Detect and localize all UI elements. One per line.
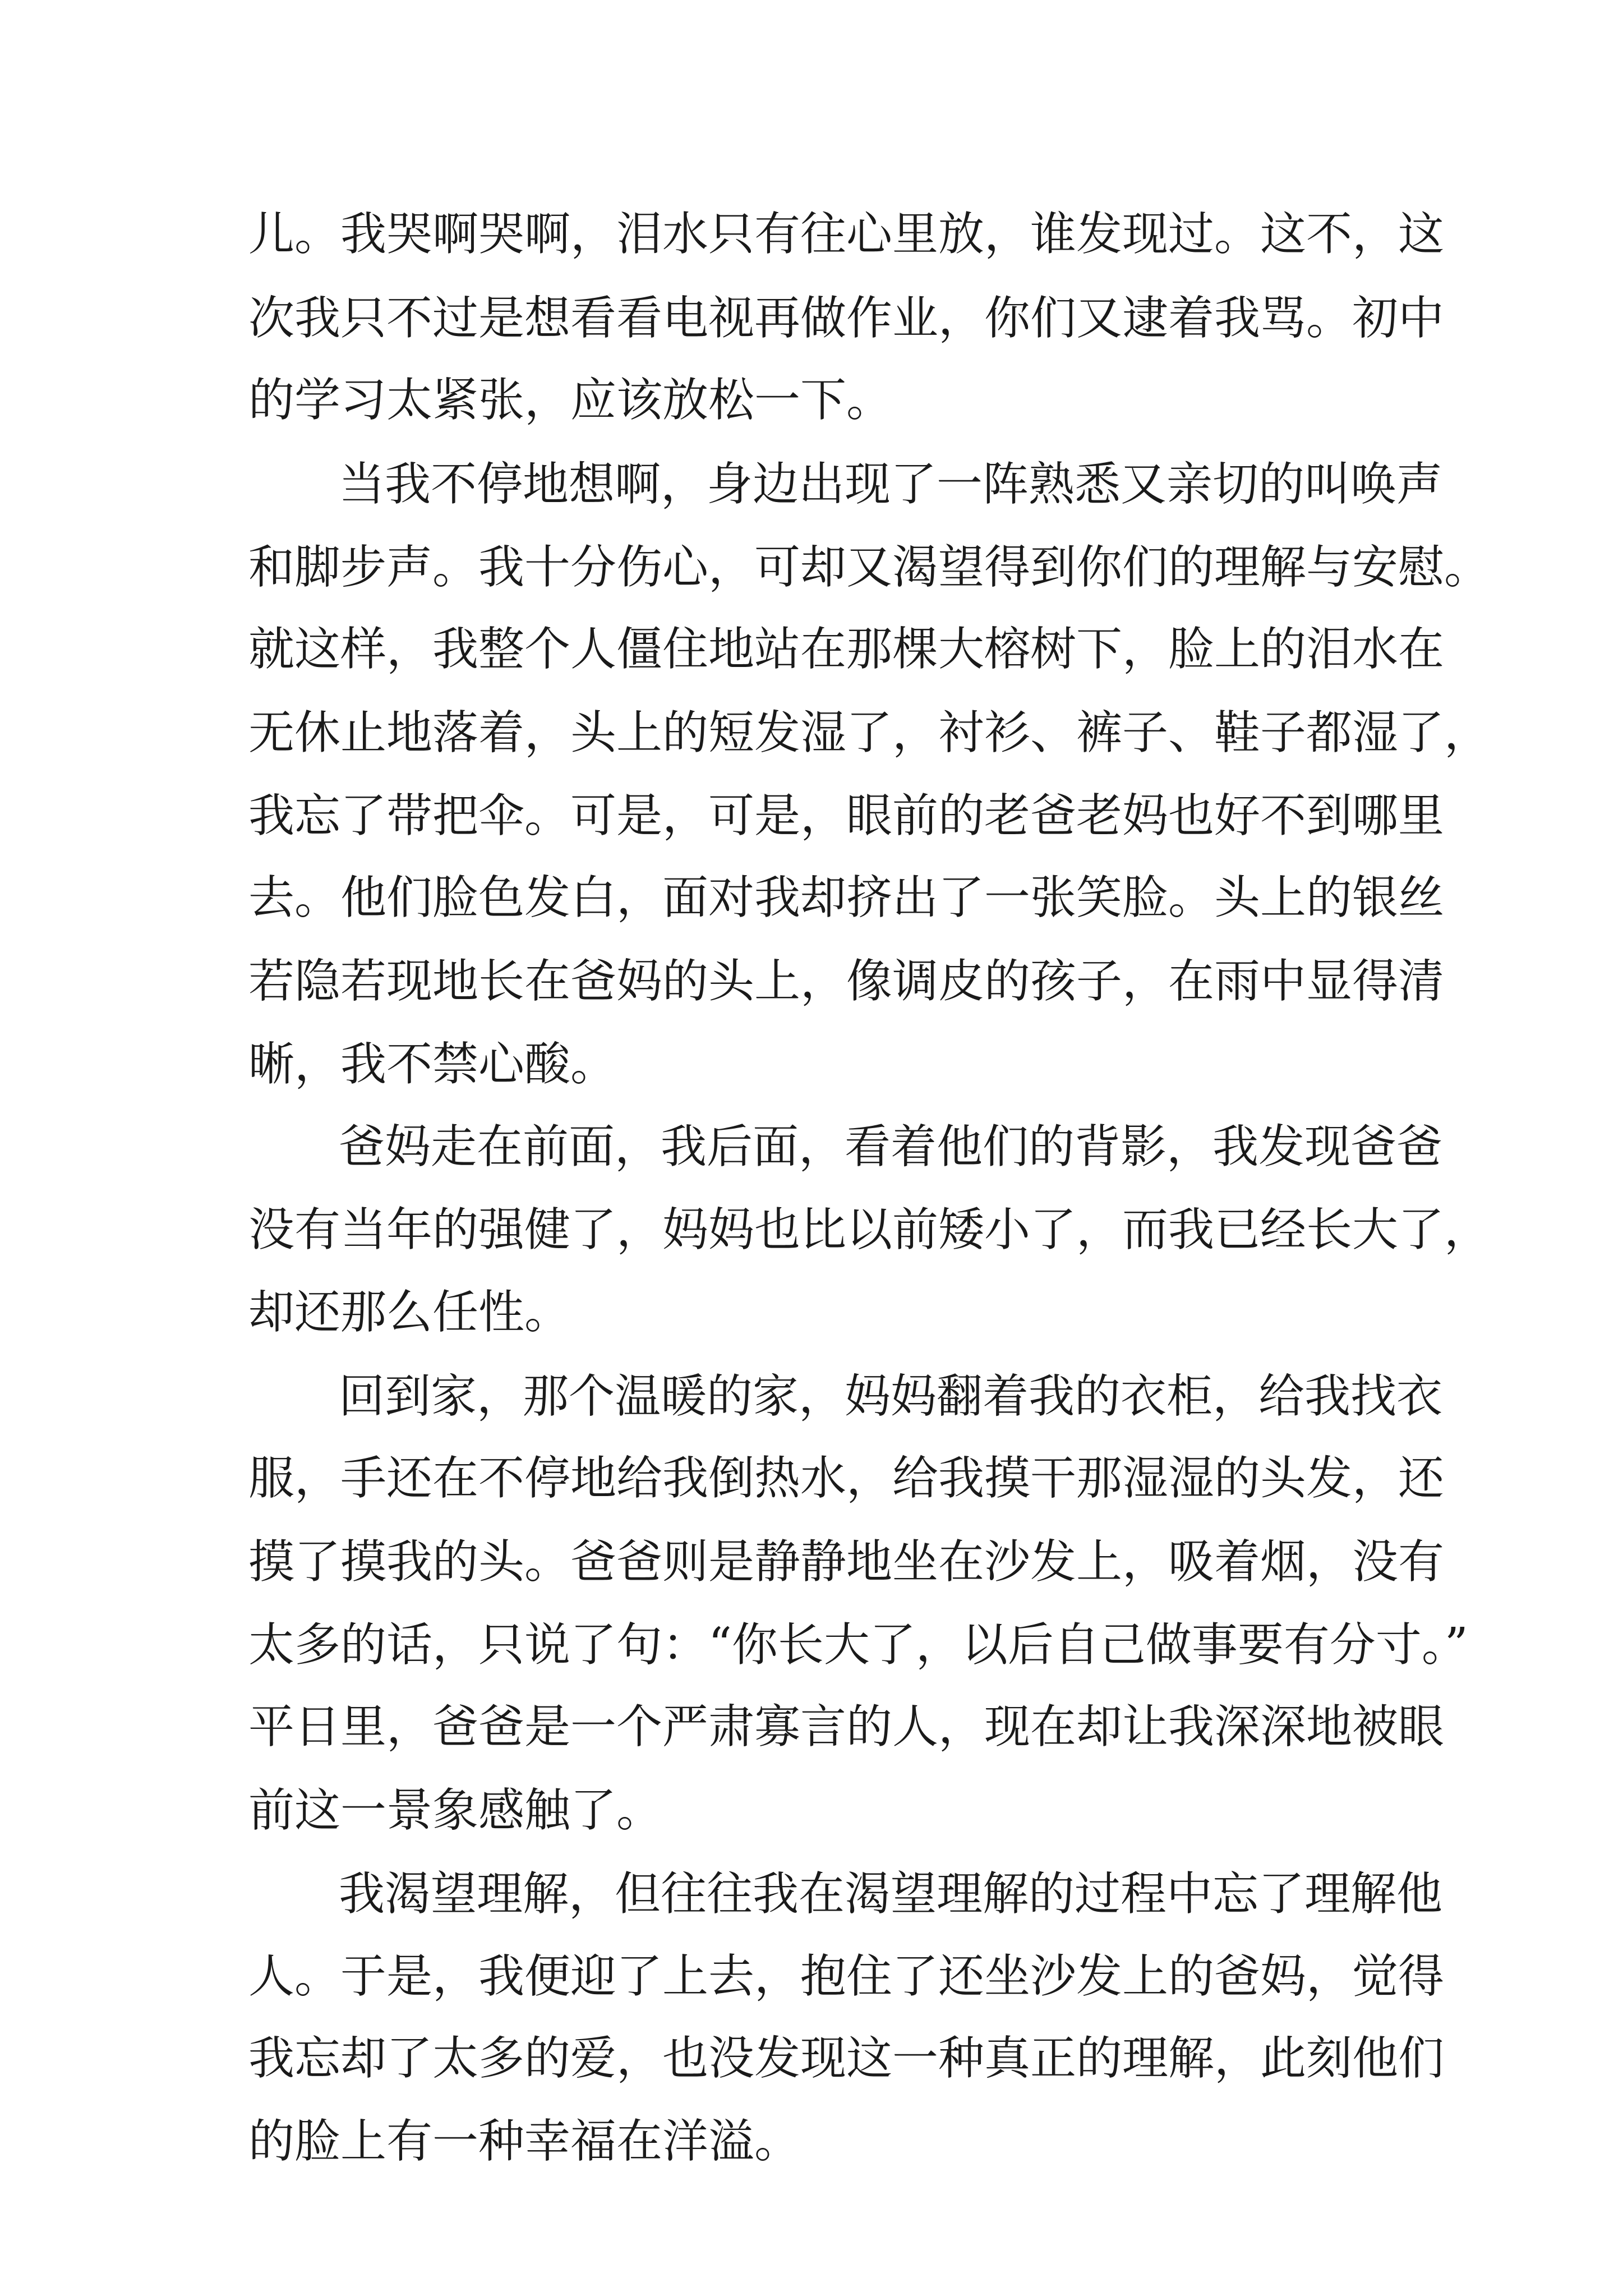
- text-line: 我忘了带把伞。可是，可是，眼前的老爸老妈也好不到哪里: [248, 789, 1445, 843]
- text-line: 前这一景象感触了。: [248, 1784, 663, 1837]
- text-line: 爸妈走在前面，我后面，看着他们的背影，我发现爸爸: [339, 1120, 1443, 1174]
- text-line: 儿。我哭啊哭啊，泪水只有往心里放，谁发现过。这不，这: [248, 208, 1445, 261]
- text-line: 就这样，我整个人僵住地站在那棵大榕树下，脸上的泪水在: [248, 623, 1445, 676]
- text-line: 无休止地落着，头上的短发湿了，衬衫、裤子、鞋子都湿了，: [248, 706, 1491, 760]
- text-line: 回到家，那个温暖的家，妈妈翻着我的衣柜，给我找衣: [339, 1370, 1443, 1423]
- text-line: 的学习太紧张，应该放松一下。: [248, 374, 893, 427]
- text-line: 我忘却了太多的爱，也没发现这一种真正的理解，此刻他们: [248, 2032, 1445, 2085]
- text-line: 服，手还在不停地给我倒热水，给我摸干那湿湿的头发，还: [248, 1452, 1445, 1505]
- text-line: 平日里，爸爸是一个严肃寡言的人，现在却让我深深地被眼: [248, 1700, 1445, 1754]
- text-line: 没有当年的强健了，妈妈也比以前矮小了，而我已经长大了，: [248, 1203, 1491, 1257]
- text-line: 当我不停地想啊，身边出现了一阵熟悉又亲切的叫唤声: [339, 458, 1443, 511]
- text-line: 的脸上有一种幸福在洋溢。: [248, 2115, 801, 2168]
- text-line: 人。于是，我便迎了上去，抱住了还坐沙发上的爸妈，觉得: [248, 1950, 1445, 2003]
- text-line: 我渴望理解，但往往我在渴望理解的过程中忘了理解他: [339, 1867, 1443, 1921]
- text-line: 却还那么任性。: [248, 1286, 571, 1339]
- text-line: 摸了摸我的头。爸爸则是静静地坐在沙发上，吸着烟，没有: [248, 1535, 1445, 1589]
- text-line: 若隐若现地长在爸妈的头上，像调皮的孩子，在雨中显得清: [248, 955, 1445, 1008]
- text-line: 晰，我不禁心酸。: [248, 1038, 617, 1091]
- text-line: 去。他们脸色发白，面对我却挤出了一张笑脸。头上的银丝: [248, 871, 1445, 924]
- text-line: 和脚步声。我十分伤心，可却又渴望得到你们的理解与安慰。: [248, 541, 1491, 594]
- text-line: 次我只不过是想看看电视再做作业，你们又逮着我骂。初中: [248, 292, 1445, 345]
- text-line: 太多的话，只说了句：“你长大了，以后自己做事要有分寸。”: [248, 1618, 1468, 1672]
